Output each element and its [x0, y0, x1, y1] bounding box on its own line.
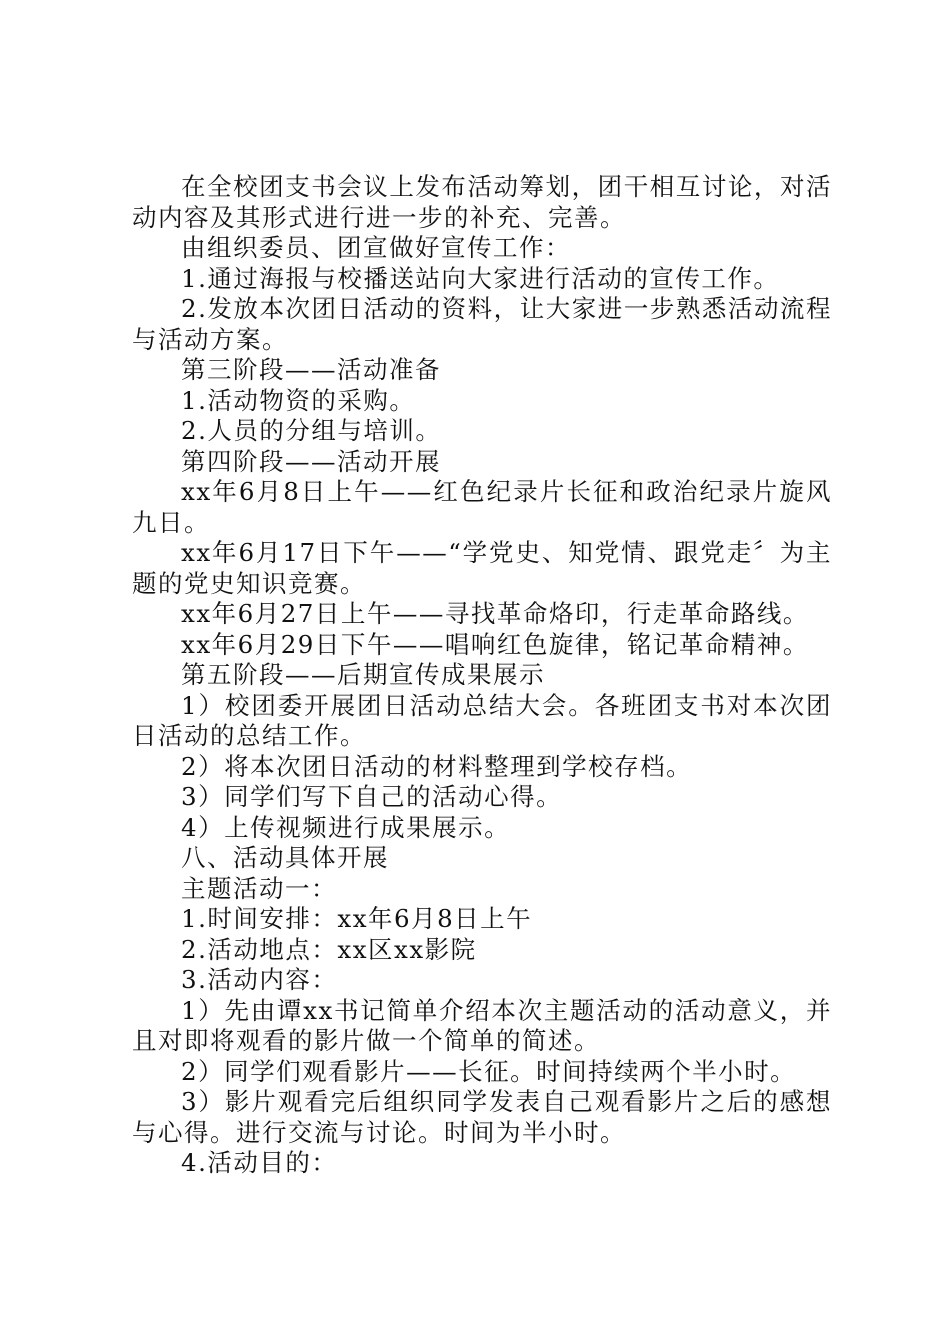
schedule-item: xx年6月8日上午——红色纪录片长征和政治纪录片旋风九日。: [132, 477, 832, 537]
section-heading: 第四阶段——活动开展: [181, 446, 441, 476]
list-item: 2）将本次团日活动的材料整理到学校存档。: [181, 751, 693, 781]
list-item: 1.活动物资的采购。: [181, 385, 416, 415]
list-item: 3）同学们写下自己的活动心得。: [181, 782, 563, 811]
subsection-heading: 主题活动一：: [181, 873, 337, 903]
schedule-item: xx年6月17日下午——“学党史、知党情、跟党走〞为主题的党史知识竞赛。: [132, 538, 832, 598]
list-item: 2.人员的分组与培训。: [181, 416, 442, 445]
list-item: 2.活动地点：xx区xx影院: [181, 934, 477, 964]
list-item: 1.通过海报与校播送站向大家进行活动的宣传工作。: [181, 263, 780, 293]
section-heading: 第三阶段——活动准备: [181, 355, 441, 384]
list-item: 1.时间安排：xx年6月8日上午: [181, 904, 533, 933]
document-body: [132, 172, 832, 1179]
paragraph: 由组织委员、团宣做好宣传工作：: [181, 233, 571, 262]
list-item: 4）上传视频进行成果展示。: [181, 812, 511, 842]
list-item: 3.活动内容：: [181, 965, 338, 994]
list-item: 1）校团委开展团日活动总结大会。各班团支书对本次团日活动的总结工作。: [132, 690, 832, 750]
section-heading: 八、活动具体开展: [181, 843, 389, 872]
list-item: 1）先由谭xx书记简单介绍本次主题活动的活动意义，并且对即将观看的影片做一个简单的简述。: [132, 995, 832, 1055]
list-item: 2）同学们观看影片——长征。时间持续两个半小时。: [181, 1056, 797, 1086]
list-item: 4.活动目的：: [181, 1148, 338, 1177]
paragraph: 在全校团支书会议上发布活动筹划，团干相互讨论，对活动内容及其形式进行进一步的补充、完善。: [132, 172, 832, 232]
list-item: 3）影片观看完后组织同学发表自己观看影片之后的感想与心得。进行交流与讨论。时间为半小时。: [132, 1087, 832, 1147]
section-heading: 第五阶段——后期宣传成果展示: [181, 660, 545, 689]
schedule-item: xx年6月29日下午——唱响红色旋律，铭记革命精神。: [181, 629, 809, 659]
schedule-item: xx年6月27日上午——寻找革命烙印，行走革命路线。: [181, 599, 809, 628]
list-item: 2.发放本次团日活动的资料，让大家进一步熟悉活动流程与活动方案。: [132, 294, 832, 354]
